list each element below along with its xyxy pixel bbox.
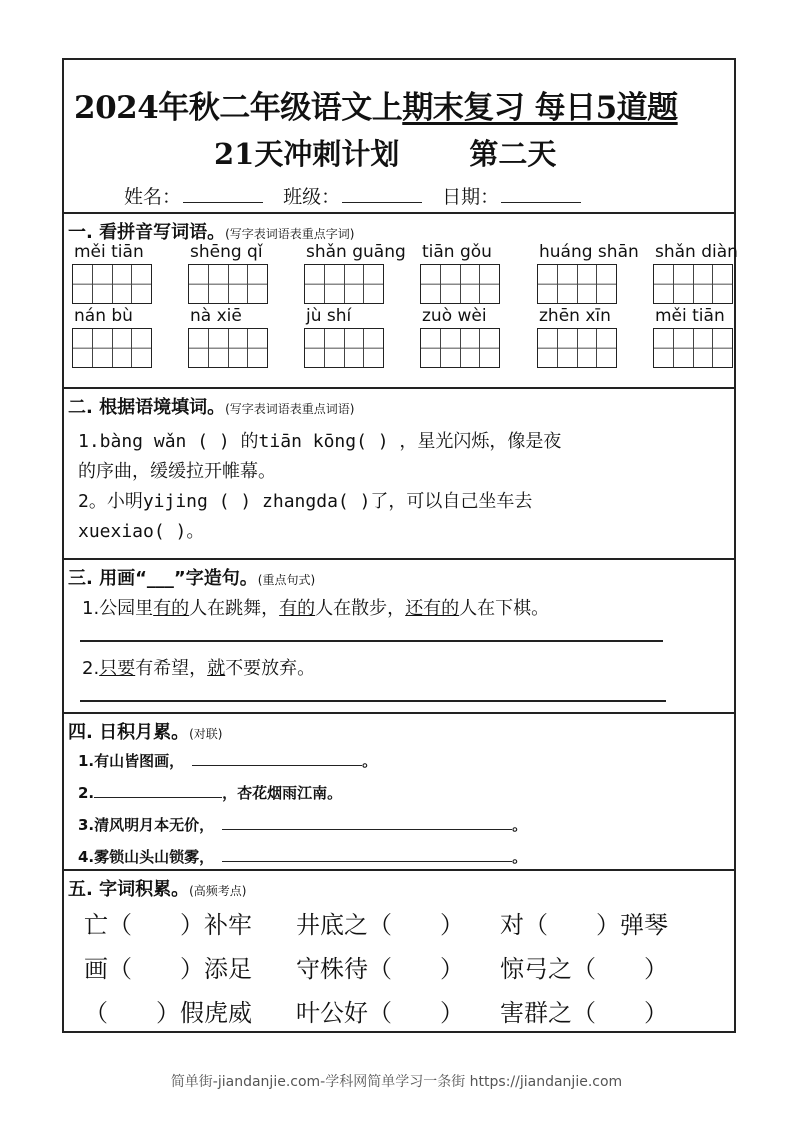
grid-cell[interactable] (248, 329, 267, 367)
q3-sentence-2: 2.只要有希望，就不要放弃。 (82, 658, 316, 679)
grid-cell[interactable] (73, 265, 93, 303)
grid-cell[interactable] (345, 265, 365, 303)
grid-cell[interactable] (73, 329, 93, 367)
grid-cell[interactable] (209, 329, 229, 367)
writing-grid[interactable] (420, 328, 500, 368)
grid-cell[interactable] (597, 329, 616, 367)
section-4-heading: 四. 日积月累。(对联) (68, 722, 223, 743)
plan-label: 21天冲刺计划 (214, 137, 400, 171)
section-1 (64, 212, 738, 387)
title (74, 82, 678, 127)
q2-line-2: 的序曲，缓缓拉开帷幕。 (78, 461, 276, 482)
writing-grid[interactable] (188, 328, 268, 368)
couplet-4: 4.雾锁山头山锁雾， 。 (78, 848, 528, 866)
class-label: 班级： (283, 186, 341, 208)
section-3-heading: 三. 用画“___”字造句。(重点句式) (68, 568, 316, 589)
name-label: 姓名： (124, 186, 182, 208)
writing-grid[interactable] (72, 328, 152, 368)
grid-cell[interactable] (694, 265, 714, 303)
pinyin-label: zhēn xīn (539, 306, 611, 326)
writing-grid[interactable] (304, 264, 384, 304)
writing-grid[interactable] (72, 264, 152, 304)
grid-cell[interactable] (480, 265, 499, 303)
grid-cell[interactable] (189, 265, 209, 303)
pinyin-label: měi tiān (74, 242, 144, 262)
grid-cell[interactable] (113, 329, 133, 367)
grid-cell[interactable] (597, 265, 616, 303)
grid-cell[interactable] (364, 329, 383, 367)
worksheet (62, 58, 736, 1033)
grid-cell[interactable] (654, 329, 674, 367)
grid-cell[interactable] (305, 265, 325, 303)
grid-cell[interactable] (229, 329, 249, 367)
title-underlined: 期末复习 每日5道题 (402, 90, 678, 126)
grid-cell[interactable] (421, 265, 441, 303)
day-label: 第二天 (469, 137, 557, 171)
idiom-fill: 对（ ）弹琴 (500, 911, 668, 939)
grid-cell[interactable] (558, 265, 578, 303)
couplet-3: 3.清风明月本无价， 。 (78, 816, 528, 834)
grid-cell[interactable] (578, 329, 598, 367)
grid-cell[interactable] (132, 329, 151, 367)
grid-cell[interactable] (538, 265, 558, 303)
grid-cell[interactable] (480, 329, 499, 367)
writing-grid[interactable] (537, 328, 617, 368)
grid-cell[interactable] (558, 329, 578, 367)
grid-cell[interactable] (538, 329, 558, 367)
section-3 (64, 558, 734, 712)
idiom-fill: 画（ ）添足 (84, 955, 252, 983)
class-blank[interactable] (342, 187, 422, 203)
grid-cell[interactable] (325, 329, 345, 367)
pinyin-label: shǎn guāng (306, 242, 406, 262)
grid-cell[interactable] (189, 329, 209, 367)
writing-grid[interactable] (653, 328, 733, 368)
grid-cell[interactable] (209, 265, 229, 303)
writing-grid[interactable] (537, 264, 617, 304)
writing-grid[interactable] (420, 264, 500, 304)
grid-cell[interactable] (93, 329, 113, 367)
grid-cell[interactable] (578, 265, 598, 303)
grid-cell[interactable] (325, 265, 345, 303)
idiom-fill: 井底之（ ） (296, 911, 464, 939)
section-5-heading: 五. 字词积累。(高频考点) (68, 879, 247, 900)
pinyin-label: nán bù (74, 306, 133, 326)
grid-cell[interactable] (248, 265, 267, 303)
section-4 (64, 712, 734, 869)
idiom-fill: 亡（ ）补牢 (84, 911, 252, 939)
section-2 (64, 387, 734, 558)
answer-line-2[interactable] (80, 700, 666, 702)
q2-line-4: xuexiao( )。 (78, 521, 205, 542)
grid-cell[interactable] (461, 265, 481, 303)
section-5 (64, 869, 734, 1033)
date-label: 日期： (442, 186, 500, 208)
couplet-1: 1.有山皆图画， 。 (78, 752, 378, 770)
q2-line-1: 1.bàng wǎn ( ) 的tiān kōng( ) ，星光闪烁，像是夜 (78, 431, 562, 452)
date-blank[interactable] (501, 187, 581, 203)
grid-cell[interactable] (654, 265, 674, 303)
grid-cell[interactable] (441, 265, 461, 303)
grid-cell[interactable] (421, 329, 441, 367)
idiom-fill: 叶公好（ ） (296, 999, 464, 1027)
subtitle (214, 132, 556, 173)
writing-grid[interactable] (653, 264, 733, 304)
name-blank[interactable] (183, 187, 263, 203)
grid-cell[interactable] (132, 265, 151, 303)
section-2-heading: 二. 根据语境填词。(写字表词语表重点词语) (68, 397, 355, 418)
writing-grid[interactable] (304, 328, 384, 368)
grid-cell[interactable] (345, 329, 365, 367)
pinyin-label: měi tiān (655, 306, 725, 326)
writing-grid[interactable] (188, 264, 268, 304)
answer-line-1[interactable] (80, 640, 663, 642)
footer-watermark: 简单街-jiandanjie.com-学科网简单学习一条街 https://jiandanjie.com (170, 1074, 623, 1090)
pinyin-label: huáng shān (539, 242, 639, 262)
pinyin-label: shǎn diàn (655, 242, 738, 262)
q2-line-3: 2。小明yijing ( ) zhangda( )了，可以自己坐车去 (78, 491, 533, 512)
q3-sentence-1: 1.公园里有的人在跳舞，有的人在散步，还有的人在下棋。 (82, 598, 550, 619)
grid-cell[interactable] (441, 329, 461, 367)
title-prefix: 2024年秋二年级语文上 (74, 90, 403, 126)
grid-cell[interactable] (93, 265, 113, 303)
idiom-fill: 惊弓之（ ） (500, 955, 668, 983)
grid-cell[interactable] (694, 329, 714, 367)
idiom-fill: 害群之（ ） (500, 999, 668, 1027)
grid-cell[interactable] (674, 265, 694, 303)
couplet-2: 2. ，杏花烟雨江南。 (78, 784, 343, 802)
grid-cell[interactable] (113, 265, 133, 303)
grid-cell[interactable] (713, 329, 732, 367)
grid-cell[interactable] (364, 265, 383, 303)
idiom-fill: 守株待（ ） (296, 955, 464, 983)
grid-cell[interactable] (713, 265, 732, 303)
pinyin-label: nà xiē (190, 306, 242, 326)
student-info (124, 182, 595, 209)
pinyin-label: zuò wèi (422, 306, 487, 326)
pinyin-label: shēng qǐ (190, 242, 263, 262)
idiom-fill: （ ）假虎威 (84, 999, 252, 1027)
pinyin-label: tiān gǒu (422, 242, 492, 262)
grid-cell[interactable] (674, 329, 694, 367)
pinyin-label: jù shí (306, 306, 352, 326)
section-1-heading: 一. 看拼音写词语。(写字表词语表重点字词) (68, 222, 355, 243)
grid-cell[interactable] (305, 329, 325, 367)
grid-cell[interactable] (461, 329, 481, 367)
grid-cell[interactable] (229, 265, 249, 303)
